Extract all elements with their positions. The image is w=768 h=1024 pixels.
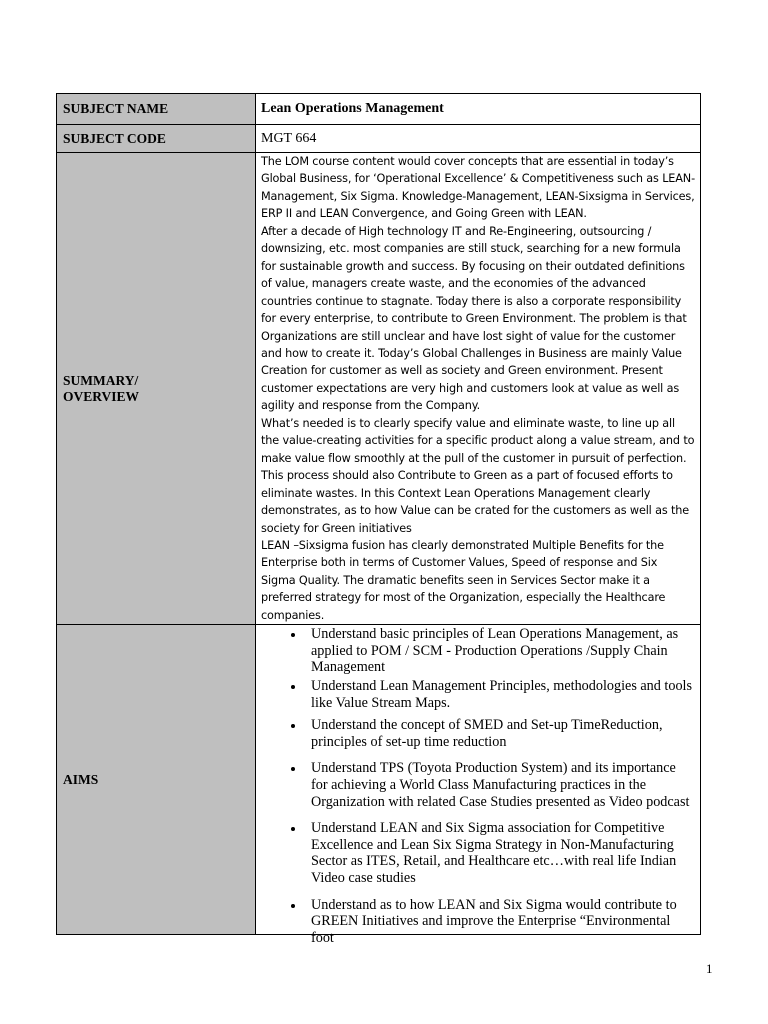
aims-item: • Understand the concept of SMED and Set-up TimeReduction, principles of set-up time reduction <box>305 717 695 750</box>
row-subject-code <box>57 125 701 153</box>
aims-label: AIMS <box>57 625 256 935</box>
aims-item: • Understand as to how LEAN and Six Sigma would contribute to GREEN Initiatives and improve the Enterprise “Environmental foot <box>305 897 695 947</box>
page-number: 1 <box>706 961 713 976</box>
summary-paragraph: What’s needed is to clearly specify value and eliminate waste, to line up all the value-creating activities for a specific product along a value stream, and to make value flow smoothly at the pull of the customer in pursuit of perfection. This process should also Contribute to Green as a part of focused efforts to eliminate wastes. In this Context Lean Operations Management clearly demonstrates, as to how Value can be crated for the customers as well as the society for Green initiatives <box>261 416 695 535</box>
aims-item: • Understand LEAN and Six Sigma association for Competitive Excellence and Lean Six Sigma Strategy in Non-Manufacturing Sector as ITES, Retail, and Healthcare etc…with real life Indian Video case studies <box>305 820 695 886</box>
summary-label <box>57 153 256 625</box>
subject-name-value: Lean Operations Management <box>256 94 701 125</box>
row-summary <box>57 153 701 625</box>
summary-label-line2: OVERVIEW <box>63 388 140 404</box>
subject-name-label: SUBJECT NAME <box>57 94 256 125</box>
aims-list <box>261 626 695 946</box>
subject-code-value: MGT 664 <box>256 125 701 153</box>
subject-table <box>56 93 701 946</box>
summary-paragraph: The LOM course content would cover concepts that are essential in today’s Global Business, for ‘Operational Excellence’ & Competitiveness such as LEAN-Management, Six Sigma. Knowledge-Management, LEAN-Sixsigma in Services, ERP II and LEAN Convergence, and Going Green with LEAN. <box>261 155 695 221</box>
aims-item: • Understand Lean Management Principles, methodologies and tools like Value Stream Maps. <box>305 678 695 711</box>
summary-paragraph: LEAN –Sixsigma fusion has clearly demonstrated Multiple Benefits for the Enterprise both in terms of Customer Values, Speed of response and Six Sigma Quality. The dramatic benefits seen in Services Sector make it a preferred strategy for most of the Organization, especially the Healthcare companies. <box>261 538 666 622</box>
aims-item: • Understand TPS (Toyota Production System) and its importance for achieving a World Class Manufacturing practices in the Organization with related Case Studies presented as Video podcast <box>305 760 695 810</box>
summary-label-line1: SUMMARY/ <box>63 372 139 388</box>
subject-code-label: SUBJECT CODE <box>57 125 256 153</box>
row-subject-name <box>57 94 701 125</box>
summary-paragraph: After a decade of High technology IT and Re-Engineering, outsourcing / downsizing, etc. most companies are still stuck, searching for a new formula for sustainable growth and success. By focusing on their outdated definitions of value, managers create waste, and the economies of the advanced countries continue to stagnate. Today there is also a corporate responsibility for every enterprise, to contribute to Green Environment. The problem is that Organizations are still unclear and have lost sight of value for the customer and how to create it. Today’s Global Challenges in Business are mainly Value Creation for customer as well as society and Green environment. Present customer expectations are very high and customers look at value as well as agility and response from the Company. <box>261 224 687 413</box>
aims-cell <box>256 625 701 946</box>
aims-item: • Understand basic principles of Lean Operations Management, as applied to POM / SCM - Production Operations /Supply Chain Management <box>305 626 695 676</box>
row-aims <box>57 625 701 935</box>
summary-text <box>256 153 701 625</box>
